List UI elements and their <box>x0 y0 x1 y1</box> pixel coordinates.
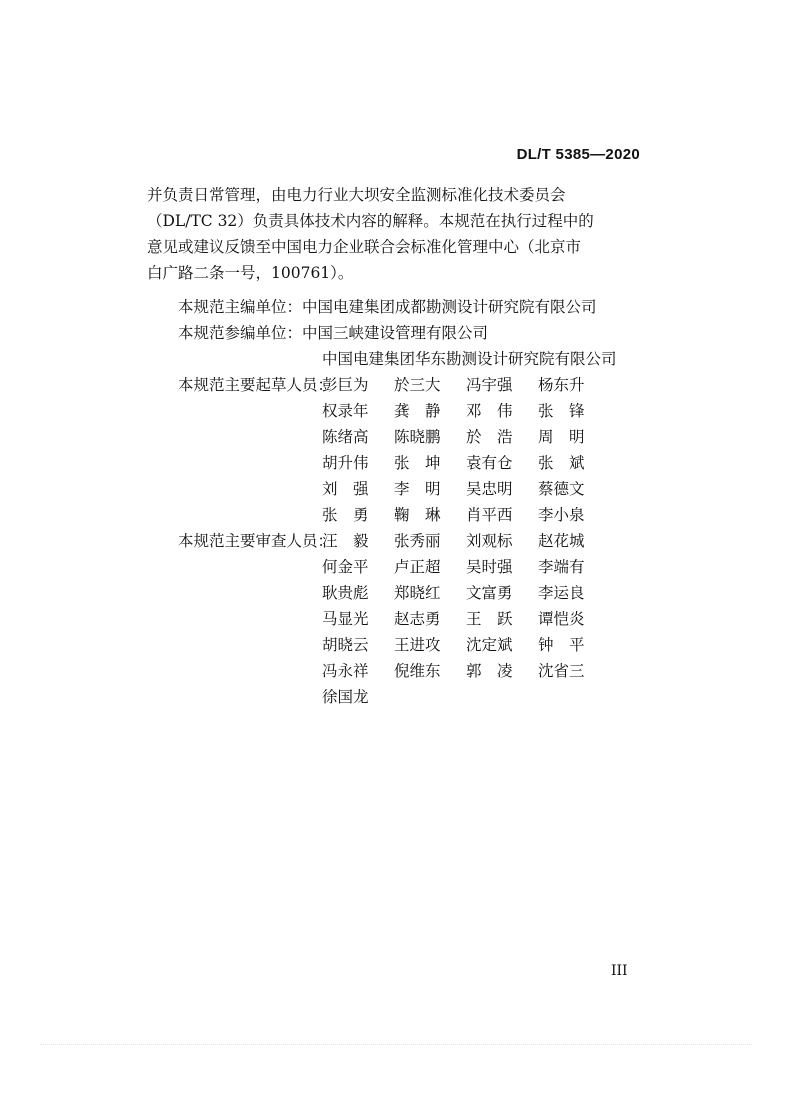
person-name: 龚 静 <box>394 402 441 420</box>
person-name: 郑晓红 <box>394 584 441 602</box>
drafters-label: 本规范主要起草人员： <box>178 376 334 394</box>
person-name: 李小泉 <box>538 506 585 524</box>
person-name: 沈省三 <box>538 662 585 680</box>
drafters-row <box>178 424 617 450</box>
person-name: 杨东升 <box>538 376 585 394</box>
participating-unit-value: 中国三峡建设管理有限公司 <box>302 324 489 342</box>
person-name: 袁有仓 <box>466 454 513 472</box>
person-name: 陈绪高 <box>322 428 369 446</box>
indent-spacer <box>178 606 322 632</box>
name-group <box>322 606 610 632</box>
name-group <box>322 424 610 450</box>
name-group <box>322 658 610 684</box>
person-name: 赵花城 <box>538 532 585 550</box>
person-name: 李 明 <box>394 480 441 498</box>
person-name: 吴时强 <box>466 558 513 576</box>
indent-spacer <box>178 398 322 424</box>
person-name: 周 明 <box>538 428 585 446</box>
person-name: 李运良 <box>538 584 585 602</box>
intro-line: 并负责日常管理，由电力行业大坝安全监测标准化技术委员会 <box>147 186 566 204</box>
participating-unit-row <box>178 320 617 346</box>
person-name: 张 斌 <box>538 454 585 472</box>
person-name: 倪维东 <box>394 662 441 680</box>
person-name: 权录年 <box>322 402 369 420</box>
reviewers-row <box>178 632 617 658</box>
chief-unit-row <box>178 294 617 320</box>
person-name: 赵志勇 <box>394 610 441 628</box>
indent-spacer <box>178 476 322 502</box>
person-name: 彭巨为 <box>322 376 369 394</box>
person-name: 於 浩 <box>466 428 513 446</box>
name-group <box>322 450 610 476</box>
reviewers-row <box>178 684 617 710</box>
indent-spacer <box>178 424 322 450</box>
page-number: III <box>611 963 628 979</box>
reviewers-label: 本规范主要审查人员： <box>178 532 334 550</box>
person-name: 文富勇 <box>466 584 513 602</box>
reviewers-section <box>178 528 617 710</box>
person-name: 胡升伟 <box>322 454 369 472</box>
person-name: 李端有 <box>538 558 585 576</box>
drafters-row <box>178 450 617 476</box>
reviewers-row <box>178 554 617 580</box>
person-name: 沈定斌 <box>466 636 513 654</box>
intro-paragraph <box>147 182 645 286</box>
person-name: 马显光 <box>322 610 369 628</box>
bottom-divider <box>40 1044 752 1045</box>
person-name: 王进攻 <box>394 636 441 654</box>
chief-unit-label: 本规范主编单位： <box>178 298 303 316</box>
person-name: 卢正超 <box>394 558 441 576</box>
participating-unit-value: 中国电建集团华东勘测设计研究院有限公司 <box>322 350 617 368</box>
person-name: 鞠 琳 <box>394 506 441 524</box>
indent-spacer <box>178 632 322 658</box>
person-name: 谭恺炎 <box>538 610 585 628</box>
person-name: 张 锋 <box>538 402 585 420</box>
drafters-row <box>178 372 617 398</box>
person-name: 何金平 <box>322 558 369 576</box>
person-name: 冯永祥 <box>322 662 369 680</box>
reviewers-row <box>178 528 617 554</box>
person-name: 耿贵彪 <box>322 584 369 602</box>
indent-spacer <box>178 658 322 684</box>
indent-spacer <box>178 684 322 710</box>
person-name: 冯宇强 <box>466 376 513 394</box>
person-name: 王 跃 <box>466 610 513 628</box>
person-name: 张秀丽 <box>394 532 441 550</box>
reviewers-row <box>178 580 617 606</box>
chief-unit-value: 中国电建集团成都勘测设计研究院有限公司 <box>302 298 597 316</box>
indent-spacer <box>178 554 322 580</box>
indent-spacer <box>178 580 322 606</box>
person-name: 汪 毅 <box>322 532 369 550</box>
person-name: 钟 平 <box>538 636 585 654</box>
drafters-row <box>178 502 617 528</box>
contributors-list <box>178 294 617 710</box>
person-name: 吴忠明 <box>466 480 513 498</box>
person-name: 刘 强 <box>322 480 369 498</box>
person-name: 郭 凌 <box>466 662 513 680</box>
indent-spacer <box>178 346 322 372</box>
name-group <box>322 502 610 528</box>
participating-units-label: 本规范参编单位： <box>178 324 303 342</box>
name-group <box>322 554 610 580</box>
reviewers-row <box>178 658 617 684</box>
drafters-row <box>178 476 617 502</box>
drafters-row <box>178 398 617 424</box>
person-name: 蔡德文 <box>538 480 585 498</box>
drafters-section <box>178 372 617 528</box>
name-group <box>322 684 394 710</box>
name-group <box>322 528 610 554</box>
indent-spacer <box>178 450 322 476</box>
person-name: 於三大 <box>394 376 441 394</box>
name-group <box>322 372 610 398</box>
person-name: 刘观标 <box>466 532 513 550</box>
name-group <box>322 398 610 424</box>
indent-spacer <box>178 502 322 528</box>
document-code: DL/T 5385—2020 <box>516 146 640 163</box>
name-group <box>322 580 610 606</box>
person-name: 胡晓云 <box>322 636 369 654</box>
reviewers-row <box>178 606 617 632</box>
person-name: 张 坤 <box>394 454 441 472</box>
person-name: 邓 伟 <box>466 402 513 420</box>
person-name: 张 勇 <box>322 506 369 524</box>
intro-line: 白广路二条一号，100761）。 <box>147 264 354 282</box>
person-name: 徐国龙 <box>322 688 369 706</box>
intro-line: （DL/TC 32）负责具体技术内容的解释。本规范在执行过程中的 <box>147 212 594 230</box>
participating-unit-row <box>178 346 617 372</box>
name-group <box>322 632 610 658</box>
intro-line: 意见或建议反馈至中国电力企业联合会标准化管理中心（北京市 <box>147 238 582 256</box>
person-name: 肖平西 <box>466 506 513 524</box>
person-name: 陈晓鹏 <box>394 428 441 446</box>
name-group <box>322 476 610 502</box>
